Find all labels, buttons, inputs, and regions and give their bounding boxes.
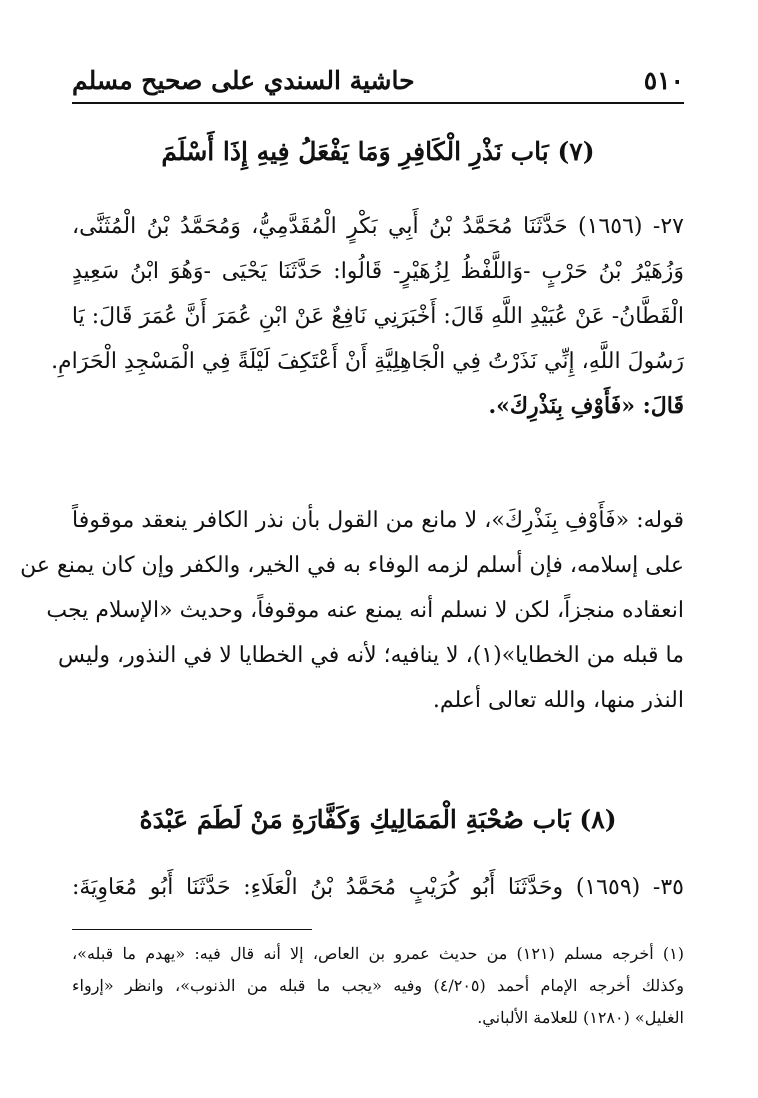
text-line: انعقاده منجزاً، لكن لا نسلم أنه يمنع عنه موقوفاً، وحديث «الإسلام يجب xyxy=(46,598,684,623)
text-line: ٢٧- (١٦٥٦) حَدَّثَنَا مُحَمَّدُ بْنُ أَبِي بَكْرٍ الْمُقَدَّمِيُّ، وَمُحَمَّدُ بْنُ الْمُثَنَّى، xyxy=(72,214,684,239)
hadith-27 xyxy=(51,204,684,429)
text-line: ٣٥- (١٦٥٩) وحَدَّثَنَا أَبُو كُرَيْبٍ مُحَمَّدُ بْنُ الْعَلَاءِ: حَدَّثَنَا أَبُو مُعَاوِيَةَ: xyxy=(72,875,684,900)
footnote-line: وكذلك أخرجه الإمام أحمد (٤/٢٠٥) وفيه «يجب ما قبله من الذنوب»، وانظر «إرواء xyxy=(72,976,684,995)
text-line: رَسُولَ اللَّهِ، إِنِّي نَذَرْتُ فِي الْجَاهِلِيَّةِ أَنْ أَعْتَكِفَ لَيْلَةً فِي الْمَسْجِدِ الْحَرَامِ. xyxy=(51,349,684,374)
text-line: قَالَ: «فَأَوْفِ بِنَذْرِكَ». xyxy=(488,393,684,419)
text-line: النذر منها، والله تعالى أعلم. xyxy=(432,688,684,713)
text-line: وَزُهَيْرُ بْنُ حَرْبٍ -وَاللَّفْظُ لِزُهَيْرٍ- قَالُوا: حَدَّثَنَا يَحْيَى -وَهُوَ ابْنُ سَعِيدٍ xyxy=(72,259,684,284)
text-line: ما قبله من الخطايا»(١)، لا ينافيه؛ لأنه في الخطايا لا في النذور، وليس xyxy=(58,643,684,668)
header-rule xyxy=(72,102,684,104)
running-title: حاشية السندي على صحيح مسلم xyxy=(72,66,415,95)
text-line: الْقَطَّانُ- عَنْ عُبَيْدِ اللَّهِ قَالَ: أَخْبَرَنِي نَافِعٌ عَنْ ابْنِ عُمَرَ أَنَّ عُمَرَ قَالَ: يَا xyxy=(71,304,684,329)
footnote-line: الغليل» (١٢٨٠) للعلامة الألباني. xyxy=(477,1008,684,1027)
page-number: ٥١٠ xyxy=(643,66,684,95)
text-line: قوله: «فَأَوْفِ بِنَذْرِكَ»، لا مانع من القول بأن نذر الكافر ينعقد موقوفاً xyxy=(72,508,684,533)
footnotes xyxy=(72,938,684,1034)
text-line: على إسلامه، فإن أسلم لزمه الوفاء به في الخير، والكفر وإن كان يمنع عن xyxy=(20,553,684,578)
chapter-heading-7: (٧) بَاب نَذْرِ الْكَافِرِ وَمَا يَفْعَلُ فِيهِ إِذَا أَسْلَمَ xyxy=(161,137,595,166)
chapter-heading-8: (٨) بَاب صُحْبَةِ الْمَمَالِيكِ وَكَفَّارَةِ مَنْ لَطَمَ عَبْدَهُ xyxy=(139,805,617,834)
footnote-separator xyxy=(72,929,312,930)
commentary xyxy=(20,498,684,723)
running-header xyxy=(72,60,684,104)
hadith-35 xyxy=(72,865,684,910)
footnote-line: (١) أخرجه مسلم (١٢١) من حديث عمرو بن العاص، إلا أنه قال فيه: «يهدم ما قبله»، xyxy=(72,944,684,963)
